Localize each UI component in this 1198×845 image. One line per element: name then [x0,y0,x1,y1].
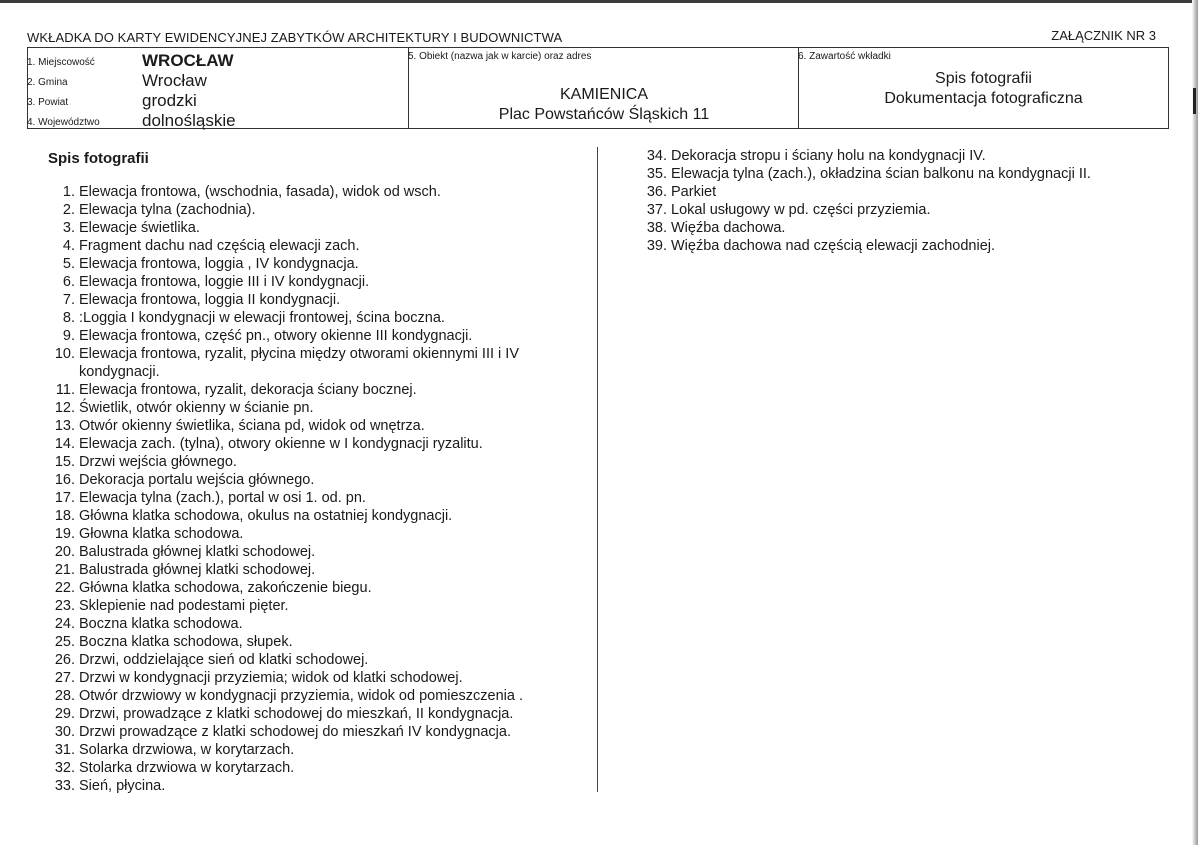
photo-list-item [48,237,578,255]
field-row-voivodeship [28,110,408,130]
photo-item-number: 8. [62,310,75,326]
photo-item-number: 18. [54,508,75,524]
photo-item-number: 39. [646,238,667,254]
photo-item-text: Więźba dachowa nad częścią elewacji zachodniej. [671,238,996,254]
photo-item-text: Balustrada głównej klatki schodowej. [79,562,316,578]
column-divider [597,147,598,792]
photo-item-number: 22. [54,580,75,596]
photo-item-number: 31. [54,742,75,758]
contents-line-1: Spis fotografii [935,70,1032,87]
photo-item-number: 17. [54,490,75,506]
scan-edge-right [1192,0,1198,845]
field-label-commune: 2. Gmina [27,77,68,88]
contents-column [798,48,1168,128]
photo-item-number: 32. [54,760,75,776]
photo-item-number: 23. [54,598,75,614]
photo-list-item [48,561,578,579]
photo-item-text: Więźba dachowa. [671,220,786,236]
photo-item-text: Sień, płycina. [79,778,166,794]
photo-item-number: 34. [646,148,667,164]
photo-list-item [48,525,578,543]
photo-list-item [48,309,578,327]
photo-item-number: 19. [54,526,75,542]
photo-item-text: Elewacja tylna (zach.), portal w osi 1. od. pn. [79,490,366,506]
field-row-county [28,90,408,110]
photo-item-number: 14. [54,436,75,452]
photo-item-text: Elewacja frontowa, (wschodnia, fasada), widok od wsch. [79,184,441,200]
photo-item-number: 33. [54,778,75,794]
object-label: 5. Obiekt (nazwa jak w karcie) oraz adres [408,51,592,62]
photo-item-text: Elewacja zach. (tylna), otwory okienne w I kondygnacji ryzalitu. [79,436,483,452]
photo-item-number: 30. [54,724,75,740]
photo-item-text: Fragment dachu nad częścią elewacji zach. [79,238,360,254]
photo-item-number: 27. [54,670,75,686]
photo-item-number: 26. [54,652,75,668]
photo-item-number: 13. [54,418,75,434]
photo-list-item [48,507,578,525]
photo-item-number: 6. [62,274,75,290]
photo-list-item [640,147,1160,165]
field-label-county: 3. Powiat [27,97,69,108]
photo-item-number: 16. [54,472,75,488]
photo-item-text: Dekoracja portalu wejścia głównego. [79,472,315,488]
photo-item-number: 37. [646,202,667,218]
photo-list-item [640,165,1160,183]
photo-list-item [48,255,578,273]
photo-item-text: Drzwi prowadzące z klatki schodowej do mieszkań IV kondygnacja. [79,724,511,740]
photo-list-item [48,723,578,741]
photo-item-number: 15. [54,454,75,470]
photo-item-text: Głowna klatka schodowa. [79,526,244,542]
scan-mark [1193,88,1196,114]
photo-list-item [48,597,578,615]
photo-list-item [48,381,578,399]
photo-item-number: 4. [62,238,75,254]
photo-item-text: Lokal usługowy w pd. części przyziemia. [671,202,931,218]
photo-item-number: 38. [646,220,667,236]
photo-item-text: Dekoracja stropu i ściany holu na kondygnacji IV. [671,148,986,164]
photo-item-number: 28. [54,688,75,704]
photo-item-number: 1. [62,184,75,200]
photo-list-item [48,777,578,795]
photo-list-left [48,183,578,795]
photo-item-number: 35. [646,166,667,182]
field-value-county: grodzki [142,91,197,110]
photo-item-number: 20. [54,544,75,560]
photo-list-item [48,669,578,687]
info-table [27,47,1169,129]
photo-list-item [48,687,578,705]
photo-item-number: 12. [54,400,75,416]
field-value-voivodeship: dolnośląskie [142,111,236,130]
photo-item-text: Świetlik, otwór okienny w ścianie pn. [79,400,314,416]
photo-list-item [48,417,578,435]
annex-number: ZAŁĄCZNIK NR 3 [1051,28,1156,43]
photo-item-text: Główna klatka schodowa, okulus na ostatniej kondygnacji. [79,508,453,524]
photo-list-item [48,327,578,345]
photo-list-item [48,291,578,309]
photo-list-item [48,543,578,561]
photo-list-item [48,435,578,453]
photo-item-text: Boczna klatka schodowa. [79,616,243,632]
photo-list-item [640,201,1160,219]
photo-item-number: 3. [62,220,75,236]
photo-item-text: Drzwi wejścia głównego. [79,454,237,470]
photo-list-item [48,201,578,219]
photo-list-item [48,183,578,201]
photo-list-item [48,453,578,471]
photo-list-item [640,219,1160,237]
photo-item-text: Elewacja frontowa, loggia II kondygnacji. [79,292,341,308]
photo-item-number: 11. [55,382,75,398]
photo-item-number: 24. [54,616,75,632]
photo-list-item [48,345,578,381]
field-value-commune: Wrocław [142,71,207,90]
photo-item-text: Elewacja tylna (zach.), okładzina ścian balkonu na kondygnacji II. [671,166,1091,182]
photo-list-item [48,471,578,489]
photo-item-text: Stolarka drzwiowa w korytarzach. [79,760,295,776]
photo-item-text: Elewacja tylna (zachodnia). [79,202,256,218]
photo-list-item [48,633,578,651]
photo-list-item [640,237,1160,255]
photo-item-text: Parkiet [671,184,717,200]
photo-list-item [48,273,578,291]
photo-list-item [640,183,1160,201]
photo-list-item [48,399,578,417]
document-title: WKŁADKA DO KARTY EWIDENCYJNEJ ZABYTKÓW ARCHITEKTURY I BUDOWNICTWA [27,30,563,45]
photo-item-text: Główna klatka schodowa, zakończenie biegu. [79,580,372,596]
photo-item-text: Elewacja frontowa, ryzalit, dekoracja ściany bocznej. [79,382,417,398]
object-address: Plac Powstańców Śląskich 11 [498,106,710,123]
contents-label: 6. Zawartość wkładki [798,51,891,62]
field-row-commune [28,70,408,90]
photo-list-item [48,615,578,633]
photo-item-text: Boczna klatka schodowa, słupek. [79,634,293,650]
field-label-locality: 1. Miejscowość [27,57,95,68]
photo-list-item [48,741,578,759]
photo-item-text: Drzwi, oddzielające sień od klatki schodowej. [79,652,369,668]
photo-item-text: Otwór drzwiowy w kondygnacji przyziemia, widok od pomieszczenia . [79,688,524,704]
photo-list-item [48,489,578,507]
field-row-locality [28,50,408,70]
photo-item-number: 29. [54,706,75,722]
photo-list-item [48,579,578,597]
photo-list-heading: Spis fotografii [48,150,149,167]
photo-item-text: Solarka drzwiowa, w korytarzach. [79,742,295,758]
field-label-voivodeship: 4. Województwo [27,117,100,128]
location-column [28,48,408,128]
field-value-locality: WROCŁAW [142,51,234,70]
photo-item-number: 10. [54,346,75,362]
scan-edge-top [0,0,1198,3]
photo-item-text: Drzwi w kondygnacji przyziemia; widok od klatki schodowej. [79,670,463,686]
photo-item-number: 25. [54,634,75,650]
contents-line-2: Dokumentacja fotograficzna [884,90,1083,107]
photo-item-text: Sklepienie nad podestami pięter. [79,598,289,614]
photo-item-text: Balustrada głównej klatki schodowej. [79,544,316,560]
photo-item-number: 9. [62,328,75,344]
photo-item-number: 2. [62,202,75,218]
photo-list-item [48,651,578,669]
photo-list-right [640,147,1160,255]
photo-item-text: :Loggia I kondygnacji w elewacji frontowej, ścina boczna. [79,310,445,326]
photo-item-text: Elewacja frontowa, ryzalit, płycina między otworami okiennymi III i IV kondygnacji. [79,346,519,380]
photo-item-text: Otwór okienny świetlika, ściana pd, widok od wnętrza. [79,418,425,434]
photo-item-text: Elewacje świetlika. [79,220,200,236]
photo-item-text: Drzwi, prowadzące z klatki schodowej do mieszkań, II kondygnacja. [79,706,514,722]
photo-item-number: 36. [646,184,667,200]
object-column [408,48,799,128]
object-type: KAMIENICA [559,86,648,103]
photo-item-text: Elewacja frontowa, część pn., otwory okienne III kondygnacji. [79,328,473,344]
photo-item-text: Elewacja frontowa, loggia , IV kondygnacja. [79,256,359,272]
photo-item-number: 7. [62,292,75,308]
photo-list-item [48,219,578,237]
photo-list-item [48,759,578,777]
photo-item-number: 5. [62,256,75,272]
photo-item-number: 21. [54,562,75,578]
photo-list-item [48,705,578,723]
photo-item-text: Elewacja frontowa, loggie III i IV kondygnacji. [79,274,370,290]
